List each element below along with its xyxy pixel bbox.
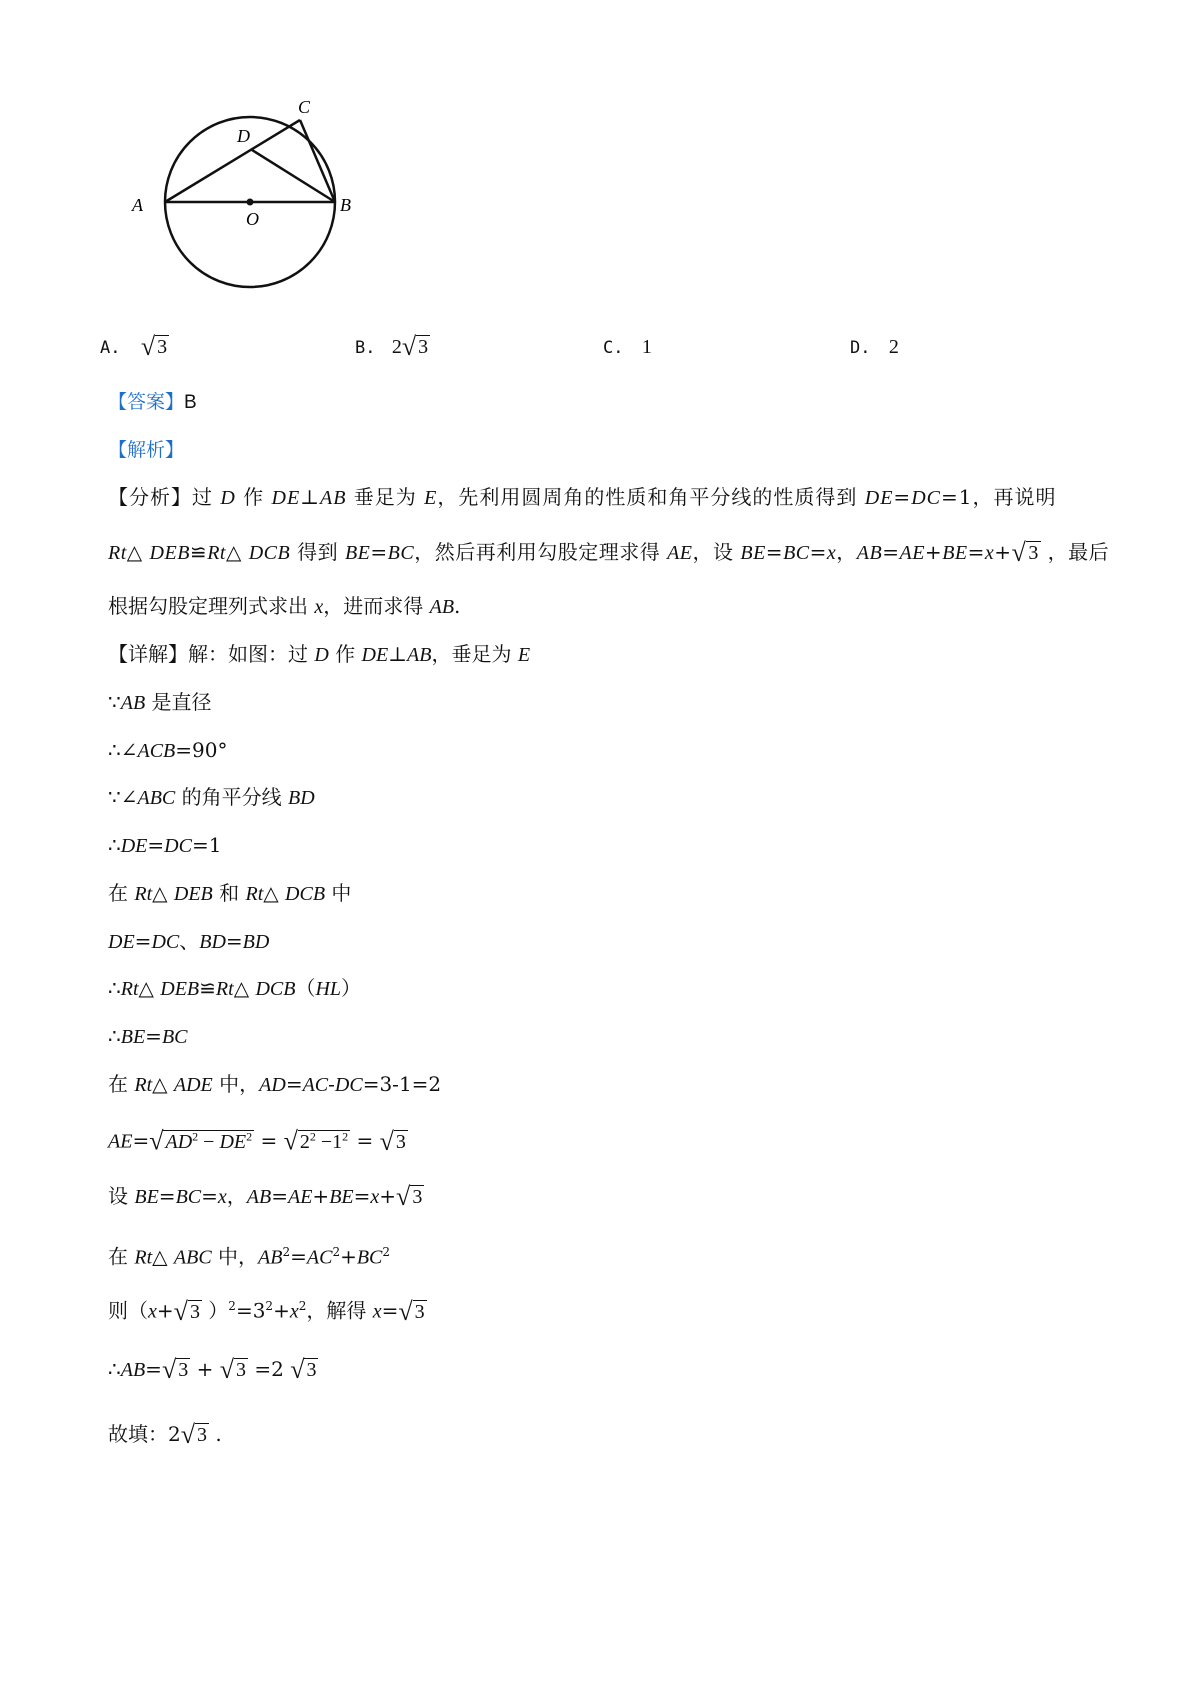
segment-ac [165,120,300,202]
fenxi-line-3: 根据勾股定理列式求出 x，进而求得 AB. [108,594,461,618]
xiangjie-line-6: 在 Rt△ DEB 和 Rt△ DCB 中 [108,881,352,905]
option-a [100,332,169,362]
xiangjie-line-5: ∴DE=DC=1 [108,833,222,857]
option-b [355,332,430,362]
fenxi-line-2: Rt△ DEB≌Rt△ DCB 得到 BE=BC，然后再利用勾股定理求得 AE，设 BE=BC=x，AB=AE+BE=x+√ 3 ，最后 [108,538,1110,567]
option-d-letter: D. [850,338,871,358]
label-d: D [237,126,250,146]
answer-line [108,387,197,417]
xiangjie-line-1: 【详解】解：如图：过 D 作 DE⊥AB，垂足为 E [108,642,531,666]
xiangjie-line-9: ∴BE=BC [108,1024,188,1048]
xiangjie-line-3: ∴∠ACB=90° [108,738,228,762]
xiangjie-line-7: DE=DC、BD=BD [108,929,270,953]
xiangjie-line-14: 则（x+√ 3 ）$^2=3^2+x^2$，解得 x=√ 3 [108,1296,425,1326]
xiangjie-line-11: AE=√ $AD^2 - DE^2$ = √ $2^2 -1^2$ = √ 3 [108,1126,406,1156]
geometry-figure [120,95,370,305]
center-point-o [247,199,254,206]
option-a-value: √ 3 [140,332,168,361]
label-c: C [298,97,311,117]
analysis-label: 【解析】 [108,439,185,461]
option-c-letter: C. [603,338,624,358]
xiangjie-line-16: 故填：2√ 3 . [108,1420,222,1449]
option-d-value: 2 [888,336,899,358]
option-a-letter: A. [100,338,121,358]
xiangjie-line-13: 在 Rt△ ABC 中，$AB^2=AC^2+BC^2$ [108,1244,391,1269]
fenxi-line-1: 【分析】过 D 作 DE⊥AB 垂足为 E，先利用圆周角的性质和角平分线的性质得到 DE=DC=1，再说明 [108,485,1057,509]
xiangjie-line-8: ∴Rt△ DEB≌Rt△ DCB（HL） [108,976,362,1000]
option-c-value: 1 [641,336,652,358]
answer-value: B [184,392,197,413]
answer-label: 【答案】 [108,391,185,413]
label-a: A [132,195,143,215]
option-b-letter: B. [355,338,376,358]
label-o: O [246,209,259,229]
label-b: B [340,195,351,215]
option-b-value: 2√ 3 [391,332,429,361]
xiangjie-line-15: ∴AB=√ 3 + √ 3 =2 √ 3 [108,1355,317,1384]
xiangjie-line-4: ∵∠ABC 的角平分线 BD [108,785,315,809]
xiangjie-line-12: 设 BE=BC=x，AB=AE+BE=x+√ 3 [108,1182,423,1211]
xiangjie-line-10: 在 Rt△ ADE 中，AD=AC-DC=3-1=2 [108,1072,442,1096]
xiangjie-line-2: ∵AB 是直径 [108,690,212,714]
option-c [603,332,652,362]
option-d [850,332,899,362]
